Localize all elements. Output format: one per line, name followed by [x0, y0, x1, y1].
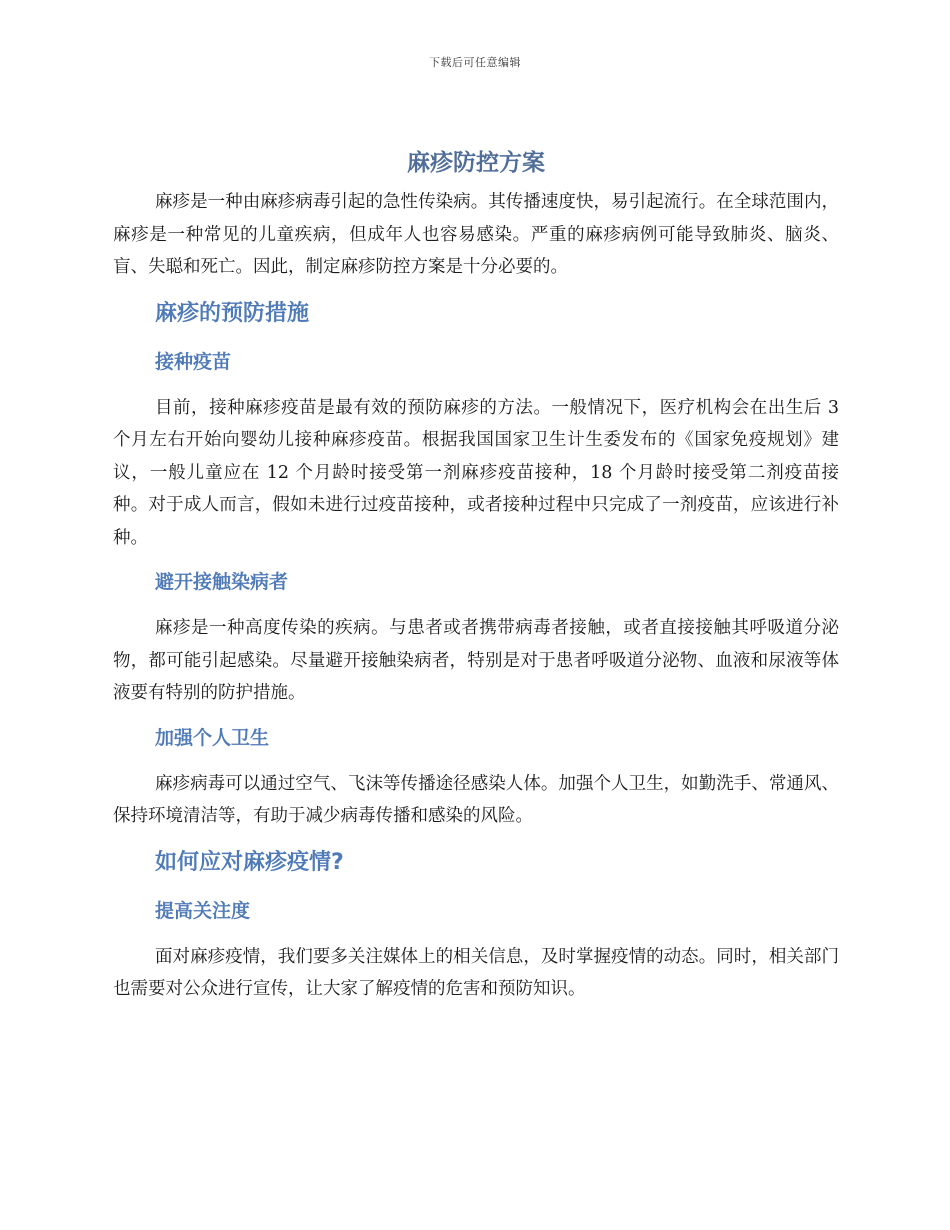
subsection-heading: 提高关注度 — [155, 899, 251, 922]
subsection-paragraph: 麻疹病毒可以通过空气、飞沫等传播途径感染人体。加强个人卫生，如勤洗手、常通风、保持环境清洁等，有助于减少病毒传播和感染的风险。 — [113, 773, 839, 826]
subsection-paragraph: 面对麻疹疫情，我们要多关注媒体上的相关信息，及时掌握疫情的动态。同时，相关部门也需要对公众进行宣传，让大家了解疫情的危害和预防知识。 — [113, 946, 839, 999]
document-title: 麻疹防控方案 — [407, 150, 545, 176]
subsection-paragraph: 麻疹是一种高度传染的疾病。与患者或者携带病毒者接触，或者直接接触其呼吸道分泌物，都可能引起感染。尽量避开接触染病者，特别是对于患者呼吸道分泌物、血液和尿液等体液要有特别的防护措施。 — [113, 618, 839, 703]
subsection-heading: 接种疫苗 — [155, 350, 232, 373]
section-heading: 麻疹的预防措施 — [155, 300, 310, 326]
subsection-heading: 避开接触染病者 — [155, 571, 289, 593]
subsection-avoid-contact — [113, 564, 839, 710]
subsection-awareness — [113, 893, 839, 1006]
section-prevention — [113, 294, 839, 833]
subsection-hygiene — [113, 720, 839, 833]
section-heading: 如何应对麻疹疫情? — [155, 849, 344, 875]
subsection-heading: 加强个人卫生 — [155, 726, 270, 749]
header-note: 下载后可任意编辑 — [429, 56, 521, 69]
subsection-paragraph: 目前，接种麻疹疫苗是最有效的预防麻疹的方法。一般情况下，医疗机构会在出生后 3 个月左右开始向婴幼儿接种麻疹疫苗。根据我国国家卫生计生委发布的《国家免疫规划》建议，一般儿童应在 12 个月龄时接受第一剂麻疹疫苗接种，18 个月龄时接受第二剂疫苗接种。对于成人而言，假如未进行过疫苗接种，或者接种过程中只完成了一剂疫苗，应该进行补种。 — [113, 397, 839, 548]
subsection-vaccination — [113, 344, 839, 555]
section-response — [113, 843, 839, 1006]
intro-paragraph: 麻疹是一种由麻疹病毒引起的急性传染病。其传播速度快，易引起流行。在全球范围内，麻疹是一种常见的儿童疾病，但成年人也容易感染。严重的麻疹病例可能导致肺炎、脑炎、盲、失聪和死亡。因此，制定麻疹防控方案是十分必要的。 — [113, 192, 839, 277]
document-body — [113, 146, 839, 1006]
